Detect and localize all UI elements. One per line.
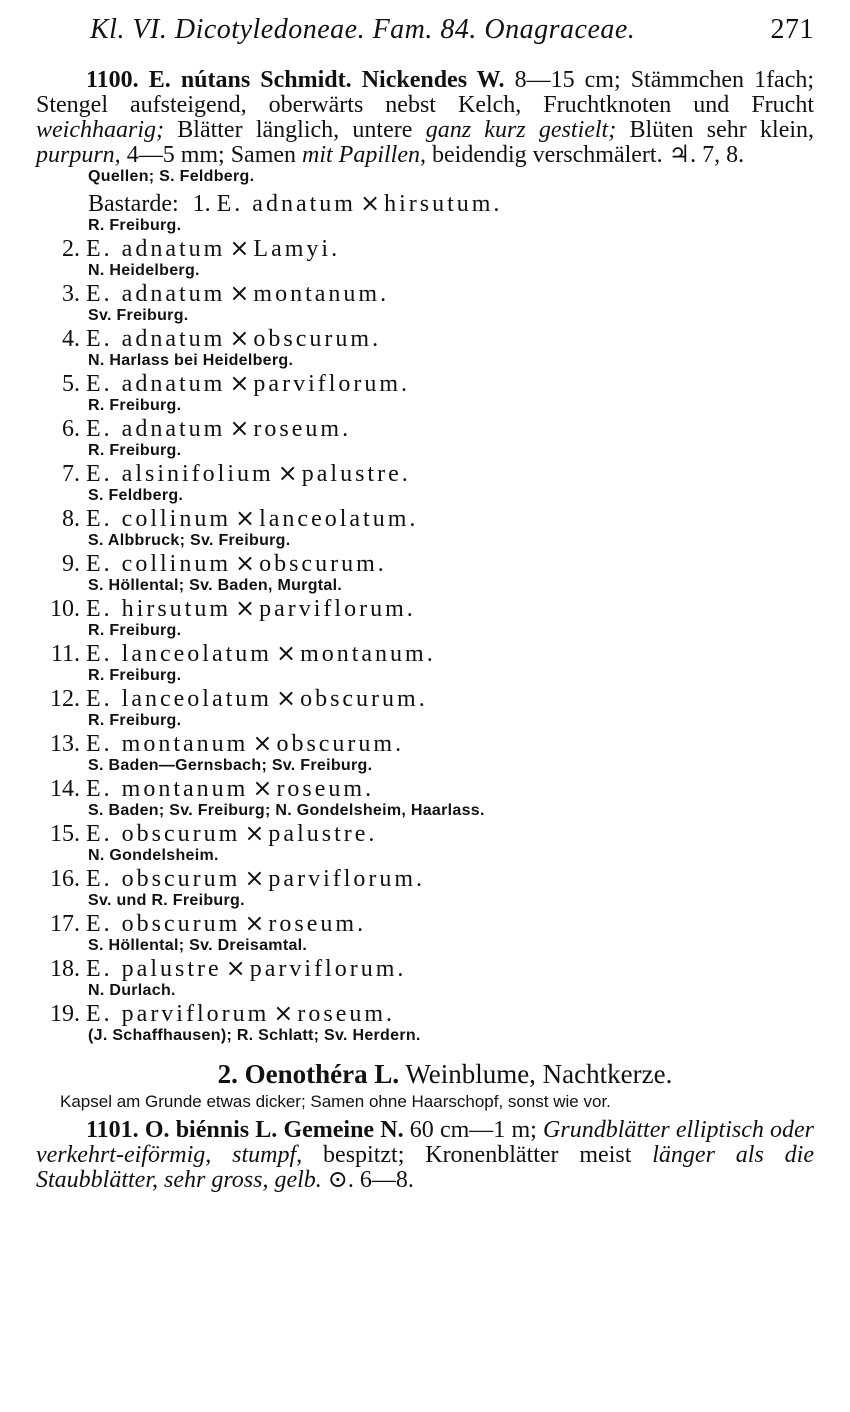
- parent-a: E. montanum: [86, 731, 249, 757]
- hybrid-locality: R. Freiburg.: [88, 667, 182, 684]
- hybrid-locality: S. Albbruck; Sv. Freiburg.: [88, 532, 291, 549]
- parent-b: montanum.: [300, 641, 436, 667]
- hybrid-number: 11.: [50, 641, 80, 667]
- hybrid-line: [36, 505, 814, 532]
- bastarde-label: Bastarde:: [88, 191, 179, 217]
- parent-a: E. collinum: [86, 506, 231, 532]
- hybrid-line: [36, 325, 814, 352]
- hybrid-line: [36, 685, 814, 712]
- hybrid-number: 19.: [50, 1001, 80, 1027]
- parent-a: E. obscurum: [86, 866, 241, 892]
- cross-symbol: ×: [359, 189, 381, 217]
- parent-b: hirsutum.: [384, 191, 503, 217]
- entry-number: 1100. E. nútans Schmidt.: [86, 67, 352, 93]
- hybrid-number: 2.: [62, 236, 80, 262]
- parent-a: E. lanceolatum: [86, 686, 272, 712]
- hybrid-line: [36, 370, 814, 397]
- parent-b: obscurum.: [259, 551, 387, 577]
- hybrid-line: [36, 955, 814, 982]
- parent-a: E. adnatum: [86, 326, 226, 352]
- hybrid-line: [36, 775, 814, 802]
- hybrid-locality: R. Freiburg.: [88, 712, 182, 729]
- hybrid-line: [36, 1000, 814, 1027]
- hybrid-locality: S. Höllental; Sv. Baden, Murgtal.: [88, 577, 343, 594]
- hybrid-line: [36, 415, 814, 442]
- hybrid-number: 12.: [50, 686, 80, 712]
- cross-symbol: ×: [234, 504, 256, 532]
- parent-b: roseum.: [276, 776, 375, 802]
- hybrid-number: 15.: [50, 821, 80, 847]
- hybrid-locality: N. Heidelberg.: [88, 262, 200, 279]
- parent-a: E. palustre: [86, 956, 222, 982]
- parent-b: obscurum.: [300, 686, 428, 712]
- cross-symbol: ×: [229, 324, 250, 352]
- hybrid-number: 16.: [50, 866, 80, 892]
- common-name: Nickendes W.: [361, 67, 505, 93]
- cross-symbol: ×: [229, 414, 250, 442]
- parent-a: E. adnatum: [216, 191, 356, 217]
- parent-b: obscurum.: [253, 326, 382, 352]
- parent-a: E. montanum: [86, 776, 249, 802]
- cross-symbol: ×: [252, 729, 273, 757]
- hybrid-locality: Sv. und R. Freiburg.: [88, 892, 245, 909]
- cross-symbol: ×: [273, 999, 294, 1027]
- header-title: Kl. VI. Dicotyledoneae. Fam. 84. Onagraceae.: [90, 14, 636, 45]
- genus-name: 2. Oenothéra L.: [217, 1059, 400, 1089]
- parent-b: parviflorum.: [268, 866, 426, 892]
- parent-a: E. adnatum: [86, 371, 226, 397]
- hybrid-line: [36, 865, 814, 892]
- hybrid-line: [36, 550, 814, 577]
- common-name: Gemeine N.: [283, 1117, 404, 1143]
- hybrid-number: 8.: [62, 506, 80, 532]
- cross-symbol: ×: [244, 864, 265, 892]
- parent-b: roseum.: [253, 416, 352, 442]
- hybrid-locality: Sv. Freiburg.: [88, 307, 189, 324]
- parent-a: E. obscurum: [86, 911, 241, 937]
- hybrid-locality: S. Höllental; Sv. Dreisamtal.: [88, 937, 308, 954]
- parent-b: roseum.: [268, 911, 367, 937]
- entry-number: 1101. O. biénnis L.: [86, 1117, 278, 1143]
- parent-b: palustre.: [301, 461, 411, 487]
- hybrids-list: [36, 190, 814, 1045]
- hybrid-number: 7.: [62, 461, 80, 487]
- hybrid-locality: S. Feldberg.: [88, 487, 184, 504]
- hybrid-number: 3.: [62, 281, 80, 307]
- cross-symbol: ×: [229, 234, 250, 262]
- hybrid-line: [36, 595, 814, 622]
- page-number: 271: [770, 14, 814, 45]
- parent-a: E. collinum: [86, 551, 231, 577]
- parent-a: E. adnatum: [86, 236, 226, 262]
- entry-1101: 1101. O. biénnis L. Gemeine N. 60 cm—1 m; Grundblätter elliptisch oder verkehrt-eiförmig, stumpf, bespitzt; Kronenblätter meist länger als die Staubblätter, sehr gross, gelb. ⊙. 6—8.: [36, 1117, 815, 1193]
- parent-b: lanceolatum.: [259, 506, 419, 532]
- hybrid-line: [36, 730, 814, 757]
- hybrid-locality: R. Freiburg.: [88, 442, 182, 459]
- hybrid-number: 18.: [50, 956, 80, 982]
- hybrid-number: 6.: [62, 416, 80, 442]
- hybrid-locality: S. Baden; Sv. Freiburg; N. Gondelsheim, Haarlass.: [88, 802, 485, 819]
- parent-a: E. lanceolatum: [86, 641, 272, 667]
- cross-symbol: ×: [229, 279, 250, 307]
- entry-1100: 1100. E. nútans Schmidt. Nickendes W. 8—15 cm; Stämmchen 1fach; Stengel aufsteigend, oberwärts nebst Kelch, Fruchtknoten und Frucht weichhaarig; Blätter länglich, untere ganz kurz gestielt; Blüten sehr klein, purpurn, 4—5 mm; Samen mit Papillen, beidendig verschmälert. ♃. 7, 8.: [36, 67, 815, 168]
- genus-heading: [76, 1059, 814, 1090]
- running-header: [36, 14, 814, 46]
- genus-common-name: Weinblume, Nachtkerze.: [405, 1059, 673, 1089]
- parent-a: E. adnatum: [86, 281, 226, 307]
- hybrid-locality: R. Freiburg.: [88, 217, 182, 234]
- parent-b: roseum.: [297, 1001, 396, 1027]
- hybrid-number: 9.: [62, 551, 80, 577]
- hybrid-locality: N. Durlach.: [88, 982, 176, 999]
- locality-1100: Quellen; S. Feldberg.: [88, 168, 255, 185]
- hybrid-number: 14.: [50, 776, 80, 802]
- hybrid-line: [88, 190, 814, 217]
- hybrid-number: 17.: [50, 911, 80, 937]
- hybrid-line: [36, 820, 814, 847]
- parent-b: palustre.: [268, 821, 378, 847]
- hybrid-locality: N. Harlass bei Heidelberg.: [88, 352, 294, 369]
- parent-b: obscurum.: [276, 731, 405, 757]
- hybrid-number: 5.: [62, 371, 80, 397]
- hybrid-locality: S. Baden—Gernsbach; Sv. Freiburg.: [88, 757, 373, 774]
- cross-symbol: ×: [277, 459, 298, 487]
- hybrid-number: 10.: [50, 596, 80, 622]
- cross-symbol: ×: [275, 639, 297, 667]
- hybrid-locality: (J. Schaffhausen); R. Schlatt; Sv. Herdern.: [88, 1027, 421, 1044]
- hybrid-line: [36, 280, 814, 307]
- parent-b: parviflorum.: [253, 371, 411, 397]
- parent-b: Lamyi.: [253, 236, 341, 262]
- hybrid-line: [36, 910, 814, 937]
- parent-a: E. adnatum: [86, 416, 226, 442]
- page: [36, 14, 814, 1193]
- genus-description: Kapsel am Grunde etwas dicker; Samen ohne Haarschopf, sonst wie vor.: [60, 1092, 611, 1111]
- hybrid-line: [36, 640, 814, 667]
- parent-b: parviflorum.: [259, 596, 416, 622]
- hybrid-locality: R. Freiburg.: [88, 622, 182, 639]
- cross-symbol: ×: [229, 369, 250, 397]
- cross-symbol: ×: [252, 774, 273, 802]
- hybrid-locality: N. Gondelsheim.: [88, 847, 219, 864]
- hybrid-line: [36, 235, 814, 262]
- hybrid-number: 13.: [50, 731, 80, 757]
- parent-a: E. hirsutum: [86, 596, 231, 622]
- parent-a: E. alsinifolium: [86, 461, 274, 487]
- cross-symbol: ×: [244, 819, 265, 847]
- parent-b: montanum.: [253, 281, 390, 307]
- parent-a: E. parviflorum: [86, 1001, 270, 1027]
- hybrid-locality: R. Freiburg.: [88, 397, 182, 414]
- hybrid-line: [36, 460, 814, 487]
- cross-symbol: ×: [225, 954, 246, 982]
- cross-symbol: ×: [235, 594, 256, 622]
- cross-symbol: ×: [275, 684, 297, 712]
- hybrid-number: 1.: [192, 191, 211, 217]
- hybrid-number: 4.: [62, 326, 80, 352]
- cross-symbol: ×: [244, 909, 265, 937]
- cross-symbol: ×: [234, 549, 256, 577]
- parent-b: parviflorum.: [249, 956, 407, 982]
- parent-a: E. obscurum: [86, 821, 241, 847]
